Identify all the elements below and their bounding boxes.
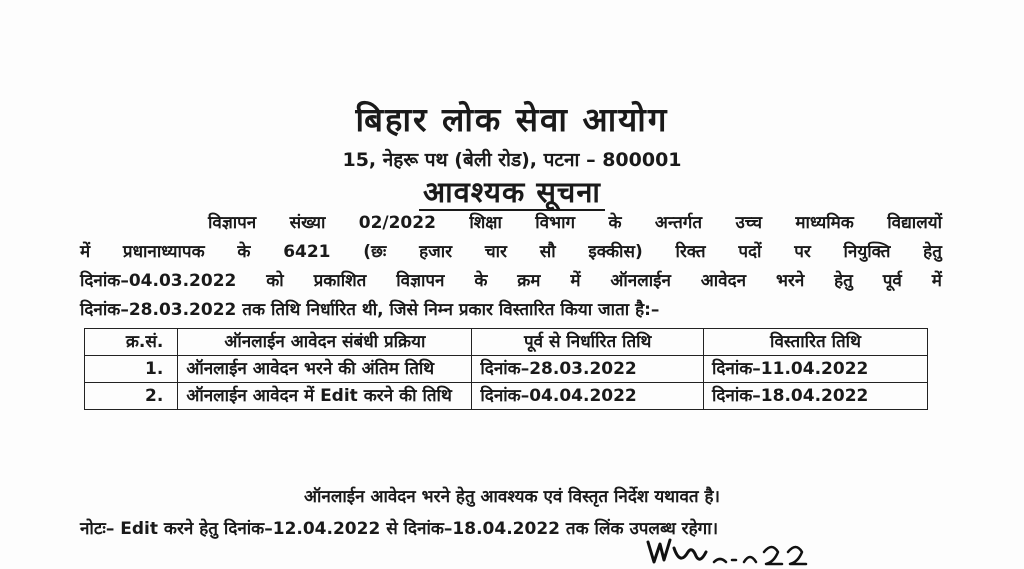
paragraph-word: पर <box>794 242 811 262</box>
paragraph-word: दिनांक–04.03.2022 <box>80 271 237 291</box>
paragraph-word: पदों <box>738 242 762 262</box>
paragraph-word: अन्तर्गत <box>654 213 703 233</box>
paragraph-word: हेतु <box>834 271 853 291</box>
cell-extended-date: दिनांक–11.04.2022 <box>703 356 927 383</box>
table-row <box>85 383 928 410</box>
handwritten-signature <box>640 522 820 569</box>
cell-process: ऑनलाईन आवेदन में Edit करने की तिथि <box>178 383 472 410</box>
paragraph-word: के <box>474 271 488 291</box>
edit-window-note: नोटः– Edit करने हेतु दिनांक–12.04.2022 से दिनांक–18.04.2022 तक लिंक उपलब्ध रहेगा। <box>80 519 719 539</box>
paragraph-word: विभाग <box>535 213 576 233</box>
cell-serial: 2. <box>85 383 178 410</box>
paragraph-word: शिक्षा <box>469 213 502 233</box>
paragraph-word: प्रधानाध्यापक <box>122 242 205 262</box>
paragraph-word: सौ <box>539 242 556 262</box>
paragraph-word: हजार <box>419 242 453 262</box>
cell-serial: 1. <box>85 356 178 383</box>
instruction-note: ऑनलाईन आवेदन भरने हेतु आवश्यक एवं विस्तृत निर्देश यथावत है। <box>304 487 720 507</box>
col-header-extended-date: विस्तारित तिथि <box>703 329 927 356</box>
cell-earlier-date: दिनांक–04.04.2022 <box>472 383 704 410</box>
cell-process: ऑनलाईन आवेदन भरने की अंतिम तिथि <box>178 356 472 383</box>
paragraph-word: ऑनलाईन <box>610 271 671 291</box>
notice-heading <box>0 172 1024 211</box>
paragraph-word: में <box>931 271 942 291</box>
paragraph-word: दिनांक–28.03.2022 तक तिथि निर्धारित थी, जिसे निम्न प्रकार विस्तारित किया जाता है:– <box>80 300 660 320</box>
paragraph-word: में <box>570 271 581 291</box>
cell-extended-date: दिनांक–18.04.2022 <box>703 383 927 410</box>
table-row <box>85 356 928 383</box>
paragraph-word: क्रम <box>517 271 541 291</box>
paragraph-word: माध्यमिक <box>795 213 854 233</box>
paragraph-line-3 <box>80 267 942 296</box>
commission-address: 15, नेहरू पथ (बेली रोड), पटना – 800001 <box>342 149 682 171</box>
paragraph-word: विद्यालयों <box>887 213 942 233</box>
paragraph-word: विज्ञापन <box>208 213 257 233</box>
paragraph-word: प्रकाशित <box>313 271 367 291</box>
paragraph-word: इक्कीस) <box>588 242 643 262</box>
paragraph-word: उच्च <box>735 213 762 233</box>
col-header-earlier-date: पूर्व से निर्धारित तिथि <box>472 329 704 356</box>
cell-earlier-date: दिनांक–28.03.2022 <box>472 356 704 383</box>
paragraph-word: पूर्व <box>882 271 902 291</box>
col-header-serial: क्र.सं. <box>85 329 178 356</box>
paragraph-word: चार <box>484 242 507 262</box>
paragraph-word: नियुक्ति <box>843 242 891 262</box>
paragraph-line-2 <box>80 238 942 267</box>
paragraph-word: के <box>608 213 622 233</box>
table-header-row <box>85 329 928 356</box>
paragraph-word: भरने <box>775 271 805 291</box>
paragraph-word: 02/2022 <box>358 213 436 233</box>
paragraph-line-1 <box>80 209 942 238</box>
paragraph-line-4 <box>80 296 942 325</box>
paragraph-word: आवेदन <box>700 271 747 291</box>
paragraph-word: में <box>80 242 91 262</box>
col-header-process: ऑनलाईन आवेदन संबंधी प्रक्रिया <box>178 329 472 356</box>
paragraph-word: संख्या <box>289 213 326 233</box>
notice-heading-text: आवश्यक सूचना <box>419 175 605 211</box>
paragraph-word: रिक्त <box>675 242 706 262</box>
paragraph-word: विज्ञापन <box>396 271 445 291</box>
dates-table <box>84 328 928 410</box>
paragraph-word: के <box>237 242 251 262</box>
notice-paragraph <box>80 209 942 325</box>
paragraph-word: हेतु <box>923 242 942 262</box>
paragraph-word: को <box>266 271 284 291</box>
paragraph-word: 6421 <box>283 242 331 262</box>
paragraph-word: (छः <box>363 242 387 262</box>
commission-title: बिहार लोक सेवा आयोग <box>355 100 669 139</box>
